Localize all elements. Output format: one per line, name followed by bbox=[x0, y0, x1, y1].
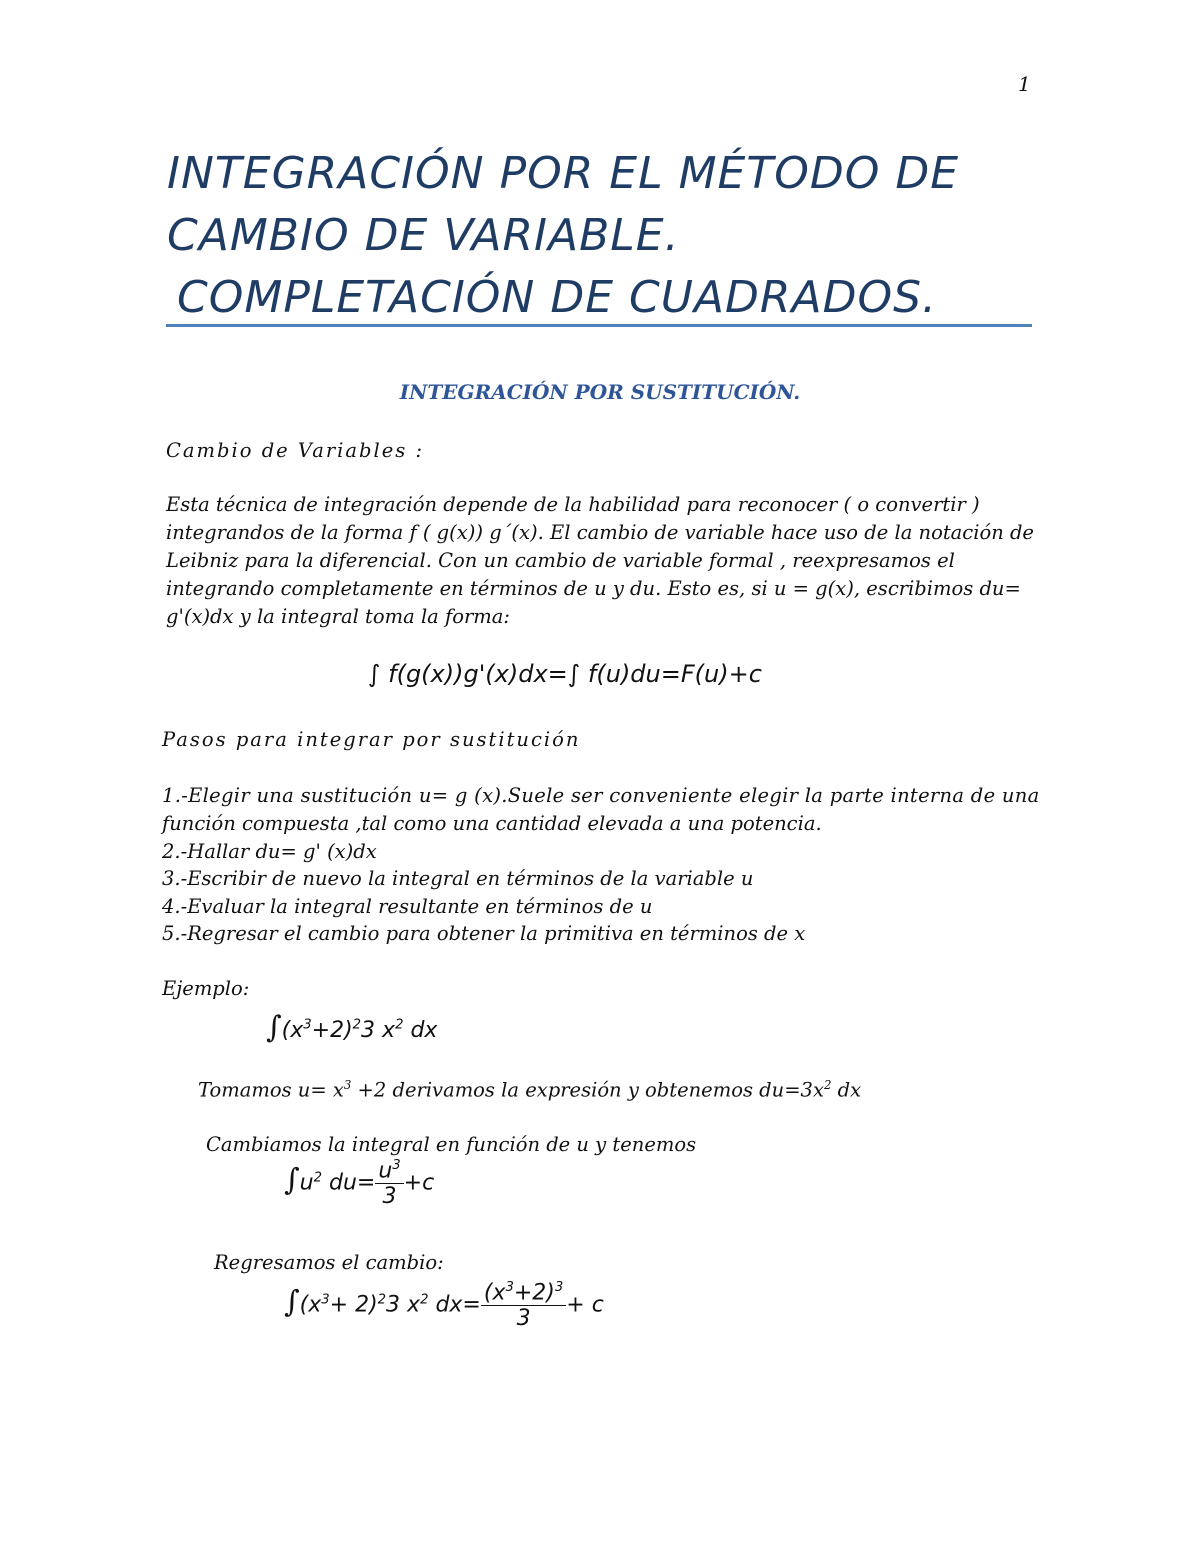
fraction: $\frac{(x^3+2)^3}{3}$ bbox=[481, 1280, 566, 1331]
step-item: 5.-Regresar el cambio para obtener la primitiva en términos de x bbox=[162, 922, 806, 945]
fraction: $\frac{u^3}{3}$ bbox=[375, 1158, 403, 1209]
step-item: 1.-Elegir una sustitución u= g (x).Suele ser conveniente elegir la parte interna de una bbox=[162, 784, 1040, 807]
final-result-formula: $\int(x^3+ 2)^23$ $x^2$ dx= $\frac{(x^3+2)^3}{3}$ + c bbox=[284, 1280, 604, 1332]
return-change-label: Regresamos el cambio: bbox=[214, 1251, 444, 1274]
example-label: Ejemplo: bbox=[162, 977, 250, 1000]
page-number: 1 bbox=[1018, 72, 1031, 96]
cambio-variables-heading: Cambio de Variables : bbox=[166, 439, 425, 462]
title-underline bbox=[166, 324, 1032, 327]
change-integral-formula: $\int u^2$ du= $\frac{u^3}{3}$ +c bbox=[284, 1158, 435, 1210]
step-item: 3.-Escribir de nuevo la integral en términos de la variable u bbox=[162, 867, 754, 890]
paragraph-line: integrando completamente en términos de u y du. Esto es, si u = g(x), escribimos du= bbox=[166, 577, 1021, 600]
document-title-line-3: COMPLETACIÓN DE CUADRADOS. bbox=[177, 272, 938, 323]
paragraph-line: integrandos de la forma f ( g(x)) g´(x). El cambio de variable hace uso de la notación de bbox=[166, 521, 1034, 544]
paragraph-line: Leibniz para la diferencial. Con un cambio de variable formal , reexpresamos el bbox=[166, 549, 955, 572]
document-title-line-1: INTEGRACIÓN POR EL MÉTODO DE bbox=[167, 148, 960, 199]
substitution-step: Tomamos $u= x^3 +2$ derivamos la expresión y obtenemos $du=3x^2$ dx bbox=[198, 1078, 862, 1102]
integral-sign: ∫ bbox=[266, 1010, 282, 1045]
example-integral: $\int(x^3+2)^23$ $x^2$ dx bbox=[266, 1010, 438, 1045]
step-item: 2.-Hallar du= g' (x)dx bbox=[162, 840, 377, 863]
change-integral-label: Cambiamos la integral en función de u y tenemos bbox=[206, 1133, 697, 1156]
pasos-heading: Pasos para integrar por sustitución bbox=[162, 728, 581, 751]
document-title-line-2: CAMBIO DE VARIABLE. bbox=[167, 210, 680, 261]
integral-sign: ∫ bbox=[284, 1162, 300, 1198]
paragraph-line: Esta técnica de integración depende de la habilidad para reconocer ( o convertir ) bbox=[166, 493, 980, 516]
step-item: 4.-Evaluar la integral resultante en términos de u bbox=[162, 895, 653, 918]
section-subtitle: INTEGRACIÓN POR SUSTITUCIÓN. bbox=[399, 380, 801, 404]
substitution-formula: ∫ f(g(x))g'(x)dx=∫ f(u)du=F(u)+c bbox=[368, 660, 762, 688]
paragraph-line: g'(x)dx y la integral toma la forma: bbox=[166, 605, 510, 628]
integral-sign: ∫ bbox=[284, 1284, 300, 1320]
step-item: función compuesta ,tal como una cantidad elevada a una potencia. bbox=[162, 812, 822, 835]
